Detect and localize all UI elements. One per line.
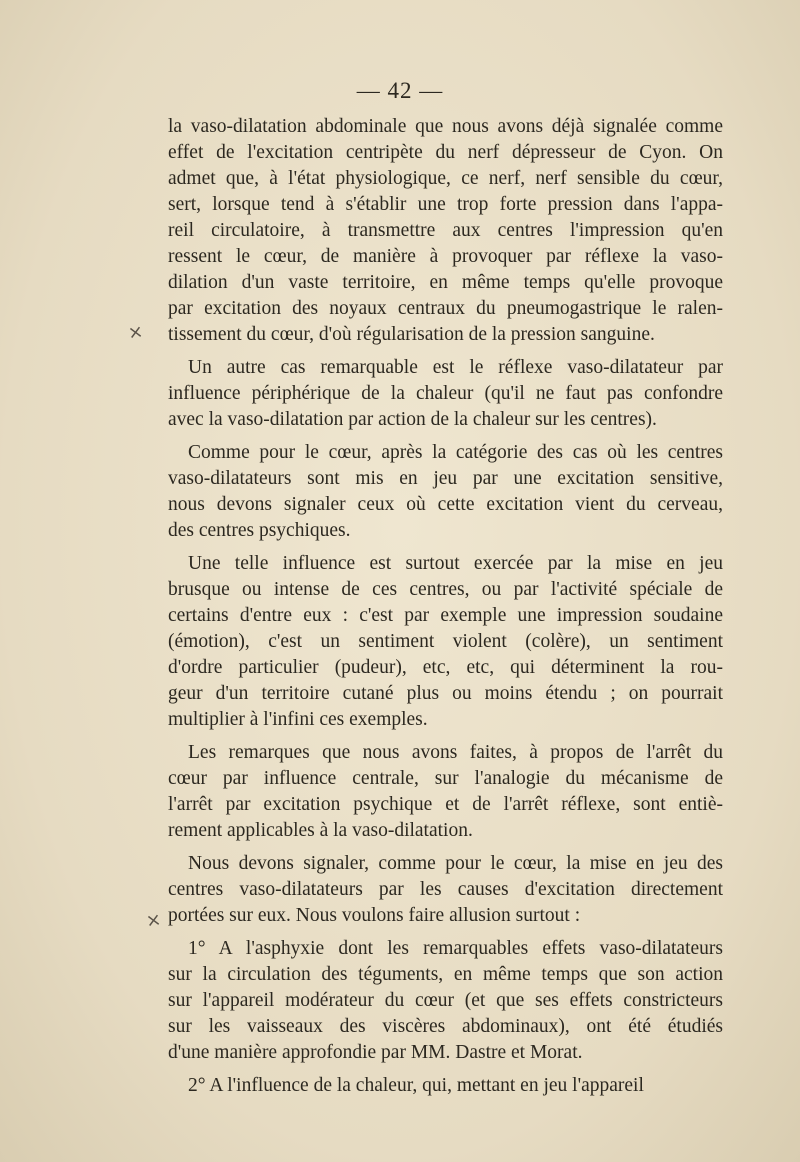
paragraph — [168, 851, 723, 929]
text-line: par excitation des noyaux centraux du pneumogastrique le ralen- — [168, 298, 723, 319]
text-line: avec la vaso-dilatation par action de la chaleur sur les centres). — [168, 409, 657, 430]
paragraph — [168, 114, 723, 348]
text-line: ressent le cœur, de manière à provoquer par réflexe la vaso- — [168, 246, 723, 267]
text-line: vaso-dilatateurs sont mis en jeu par une excitation sensitive, — [168, 468, 723, 489]
text-line: sur la circulation des téguments, en même temps que son action — [168, 964, 723, 985]
text-line: dilation d'un vaste territoire, en même temps qu'elle provoque — [168, 272, 723, 293]
text-line: 1° A l'asphyxie dont les remarquables effets vaso-dilatateurs — [188, 938, 723, 959]
text-line: effet de l'excitation centripète du nerf dépresseur de Cyon. On — [168, 142, 723, 163]
text-line: d'ordre particulier (pudeur), etc, etc, qui déterminent la rou- — [168, 657, 723, 678]
page-number: — 42 — — [356, 78, 444, 103]
paragraph — [168, 1073, 723, 1099]
text-line: Nous devons signaler, comme pour le cœur, la mise en jeu des — [188, 853, 723, 874]
text-line: 2° A l'influence de la chaleur, qui, mettant en jeu l'appareil — [188, 1075, 644, 1096]
paragraph — [168, 936, 723, 1066]
text-line: brusque ou intense de ces centres, ou par l'activité spéciale de — [168, 579, 723, 600]
text-line: admet que, à l'état physiologique, ce nerf, nerf sensible du cœur, — [168, 168, 723, 189]
text-line: (émotion), c'est un sentiment violent (colère), un sentiment — [168, 631, 723, 652]
paragraph — [168, 551, 723, 733]
text-line: centres vaso-dilatateurs par les causes d'excitation directement — [168, 879, 723, 900]
body-text — [168, 114, 723, 1106]
text-line: influence périphérique de la chaleur (qu'il ne faut pas confondre — [168, 383, 723, 404]
text-line: d'une manière approfondie par MM. Dastre et Morat. — [168, 1042, 583, 1063]
text-line: geur d'un territoire cutané plus ou moins étendu ; on pourrait — [168, 683, 723, 704]
text-line: portées sur eux. Nous voulons faire allusion surtout : — [168, 905, 581, 926]
text-line: multiplier à l'infini ces exemples. — [168, 709, 428, 730]
margin-mark-2: × — [144, 909, 163, 932]
text-line: reil circulatoire, à transmettre aux centres l'impression qu'en — [168, 220, 723, 241]
text-line: l'arrêt par excitation psychique et de l'arrêt réflexe, sont entiè- — [168, 794, 723, 815]
paragraph — [168, 740, 723, 844]
text-line: nous devons signaler ceux où cette excitation vient du cerveau, — [168, 494, 723, 515]
text-line: la vaso-dilatation abdominale que nous avons déjà signalée comme — [168, 116, 723, 137]
text-line: Les remarques que nous avons faites, à propos de l'arrêt du — [188, 742, 723, 763]
text-line: certains d'entre eux : c'est par exemple une impression soudaine — [168, 605, 723, 626]
text-line: cœur par influence centrale, sur l'analogie du mécanisme de — [168, 768, 723, 789]
text-line: Une telle influence est surtout exercée par la mise en jeu — [188, 553, 723, 574]
paragraph — [168, 440, 723, 544]
text-line: Un autre cas remarquable est le réflexe vaso-dilatateur par — [188, 357, 723, 378]
text-line: rement applicables à la vaso-dilatation. — [168, 820, 473, 841]
text-line: sur l'appareil modérateur du cœur (et que ses effets constricteurs — [168, 990, 723, 1011]
margin-mark-1: × — [126, 321, 145, 344]
text-line: sert, lorsque tend à s'établir une trop forte pression dans l'appa- — [168, 194, 723, 215]
text-line: sur les vaisseaux des viscères abdominaux), ont été étudiés — [168, 1016, 723, 1037]
paragraph — [168, 355, 723, 433]
text-line: tissement du cœur, d'où régularisation de la pression sanguine. — [168, 324, 655, 345]
text-line: des centres psychiques. — [168, 520, 351, 541]
text-line: Comme pour le cœur, après la catégorie des cas où les centres — [188, 442, 723, 463]
